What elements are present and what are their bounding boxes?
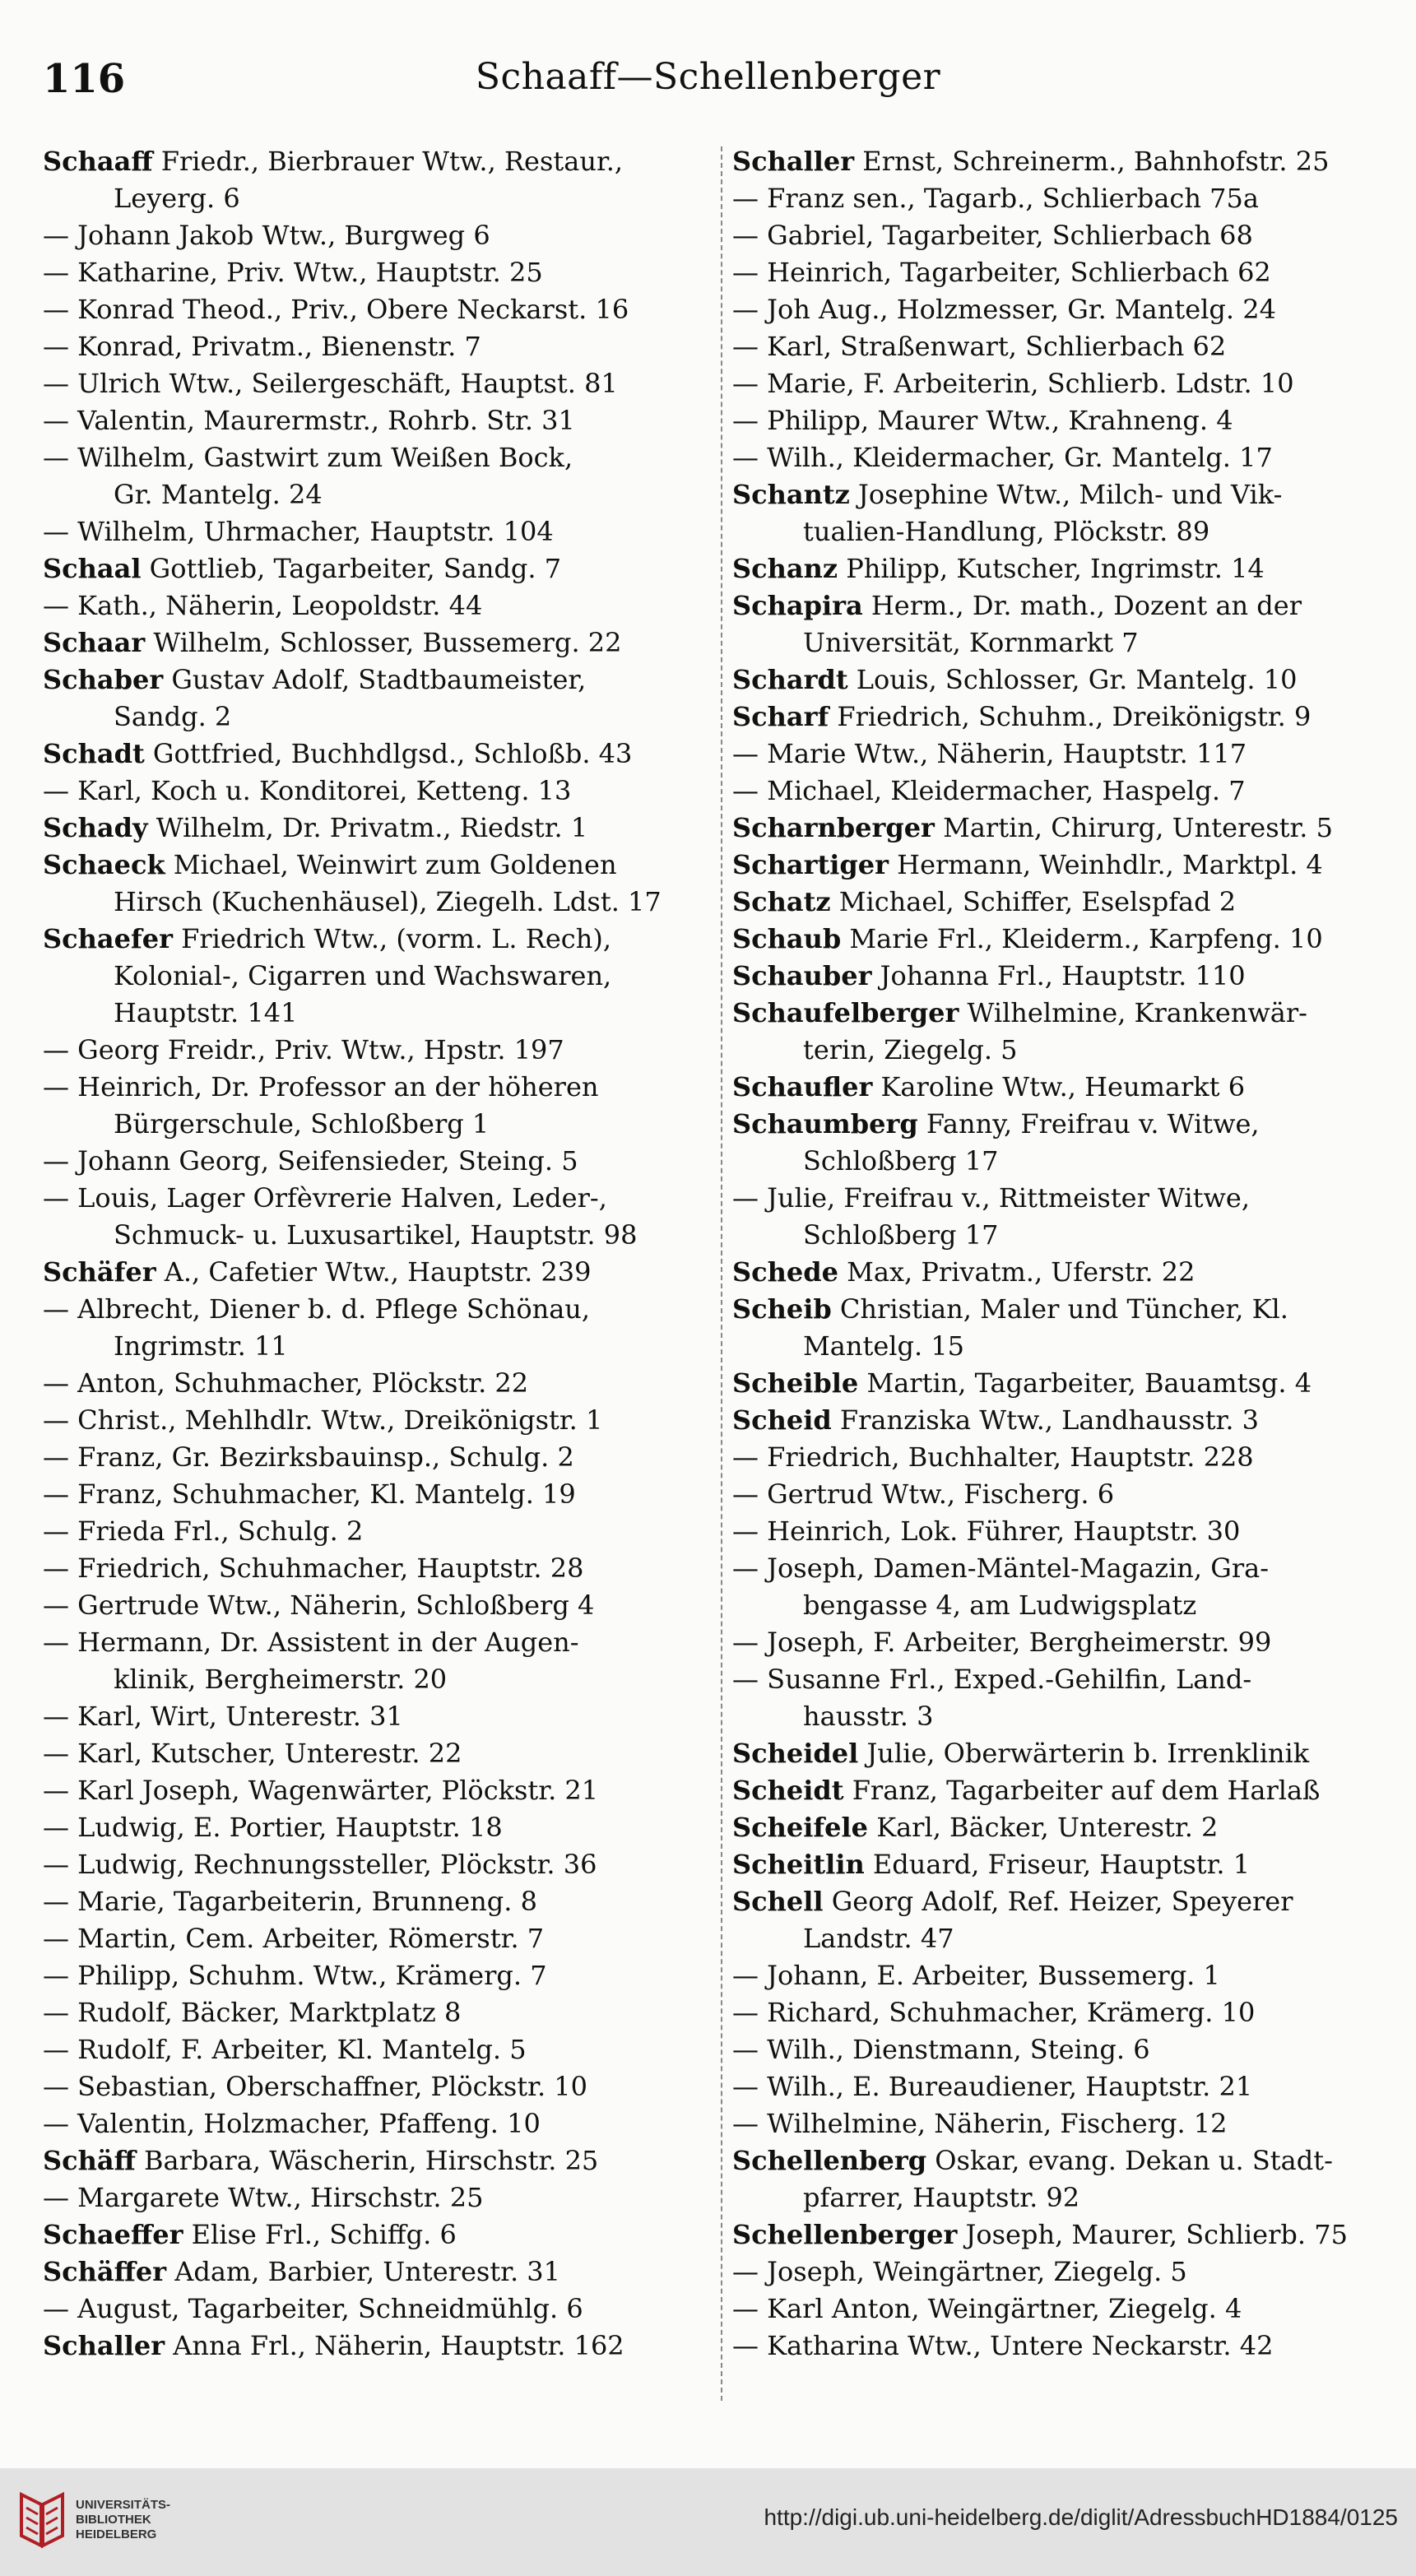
entry-text: Friedrich, Schuhm., Dreikönigstr. 9 (829, 701, 1312, 732)
entry-text: — Susanne Frl., Exped.-Gehilfin, Land- (732, 1664, 1252, 1695)
entry-text: — Philipp, Schuhm. Wtw., Krämerg. 7 (43, 1960, 547, 1991)
entry-text: Eduard, Friseur, Hauptstr. 1 (864, 1849, 1251, 1880)
directory-line (43, 1550, 711, 1587)
directory-line (732, 217, 1400, 254)
entry-text: Landstr. 47 (803, 1923, 954, 1954)
entry-text: — Valentin, Holzmacher, Pfaffeng. 10 (43, 2108, 541, 2139)
entry-text: — Wilhelm, Uhrmacher, Hauptstr. 104 (43, 516, 554, 547)
entry-text: Fanny, Freifrau v. Witwe, (917, 1108, 1260, 1139)
directory-line (43, 2031, 711, 2068)
directory-line (732, 402, 1400, 439)
entry-text: — Valentin, Maurermstr., Rohrb. Str. 31 (43, 405, 575, 436)
entry-text: Herm., Dr. math., Dozent an der (862, 590, 1302, 621)
directory-line (732, 1069, 1400, 1106)
entry-text: Martin, Tagarbeiter, Bauamtsg. 4 (858, 1367, 1312, 1399)
directory-line (732, 1883, 1400, 1920)
entry-text: Schloßberg 17 (803, 1145, 999, 1177)
entry-text: — Martin, Cem. Arbeiter, Römerstr. 7 (43, 1923, 545, 1954)
directory-line (43, 1698, 711, 1735)
directory-line (732, 365, 1400, 402)
directory-line (732, 1624, 1400, 1661)
entry-text: — Heinrich, Tagarbeiter, Schlierbach 62 (732, 257, 1271, 288)
directory-line (43, 1809, 711, 1846)
entry-text: — Philipp, Maurer Wtw., Krahneng. 4 (732, 405, 1233, 436)
directory-line (43, 773, 711, 810)
surname: Schauber (732, 960, 872, 991)
entry-text: — Marie, F. Arbeiterin, Schlierb. Ldstr. 10 (732, 368, 1294, 399)
directory-line (732, 1180, 1400, 1217)
directory-line (732, 2105, 1400, 2142)
entry-text: — Joseph, Damen-Mäntel-Magazin, Gra- (732, 1553, 1269, 1584)
directory-line (732, 180, 1400, 217)
entry-text: Leyerg. 6 (114, 183, 240, 214)
logo-line: UNIVERSITÄTS- (76, 2498, 171, 2512)
entry-text: — Wilh., E. Bureaudiener, Hauptstr. 21 (732, 2071, 1253, 2102)
directory-line (43, 1402, 711, 1439)
directory-line (732, 2328, 1400, 2365)
directory-line (732, 1143, 1400, 1180)
page-header (0, 39, 1416, 114)
right-column (732, 143, 1400, 2414)
entry-text: — August, Tagarbeiter, Schneidmühlg. 6 (43, 2293, 583, 2324)
entry-text: Hirsch (Kuchenhäusel), Ziegelh. Ldst. 17 (114, 886, 662, 917)
directory-line (732, 1661, 1400, 1698)
directory-line (732, 624, 1400, 661)
entry-text: hausstr. 3 (803, 1701, 934, 1732)
surname: Schaar (43, 627, 146, 658)
entry-text: Hermann, Weinhdlr., Marktpl. 4 (888, 849, 1323, 880)
surname: Schardt (732, 664, 848, 695)
directory-line (43, 736, 711, 773)
directory-line (43, 1624, 711, 1661)
directory-line (43, 2068, 711, 2105)
directory-line (43, 699, 711, 736)
directory-line (43, 143, 711, 180)
directory-line (732, 921, 1400, 958)
directory-line (43, 995, 711, 1032)
surname: Schaal (43, 553, 142, 584)
entry-text: Julie, Oberwärterin b. Irrenklinik (858, 1738, 1310, 1769)
directory-line (43, 1587, 711, 1624)
directory-line (43, 884, 711, 921)
entry-text: Gottfried, Buchhdlgsd., Schloßb. 43 (144, 738, 633, 769)
directory-line (732, 439, 1400, 476)
directory-line (732, 2253, 1400, 2291)
entry-text: Adam, Barbier, Unterestr. 31 (166, 2256, 561, 2287)
entry-text: bengasse 4, am Ludwigsplatz (803, 1590, 1197, 1621)
directory-line (732, 2068, 1400, 2105)
entry-text: — Richard, Schuhmacher, Krämerg. 10 (732, 1997, 1256, 2028)
surname: Schaller (43, 2330, 165, 2361)
entry-text: A., Cafetier Wtw., Hauptstr. 239 (156, 1256, 592, 1288)
directory-line (732, 1513, 1400, 1550)
entry-text: Kolonial-, Cigarren und Wachswaren, (114, 960, 612, 991)
directory-line (732, 2216, 1400, 2253)
entry-text: Schloßberg 17 (803, 1219, 999, 1251)
entry-text: Gustav Adolf, Stadtbaumeister, (163, 664, 587, 695)
entry-text: Karoline Wtw., Heumarkt 6 (872, 1071, 1246, 1102)
entry-text: — Karl Joseph, Wagenwärter, Plöckstr. 21 (43, 1775, 599, 1806)
directory-line (43, 1143, 711, 1180)
left-column (43, 143, 711, 2414)
directory-line (43, 550, 711, 587)
directory-line (43, 2328, 711, 2365)
page-number: 116 (43, 56, 126, 102)
entry-text: — Ludwig, E. Portier, Hauptstr. 18 (43, 1812, 503, 1843)
entry-text: Georg Adolf, Ref. Heizer, Speyerer (823, 1886, 1293, 1917)
logo-line: BIBLIOTHEK (76, 2513, 151, 2527)
directory-line (732, 2142, 1400, 2179)
directory-line (732, 1254, 1400, 1291)
surname: Schäffer (43, 2256, 167, 2287)
surname: Schady (43, 812, 148, 843)
surname: Schede (732, 1256, 838, 1288)
entry-text: — Michael, Kleidermacher, Haspelg. 7 (732, 775, 1246, 806)
entry-text: — Kath., Näherin, Leopoldstr. 44 (43, 590, 483, 621)
surname: Schaufler (732, 1071, 873, 1102)
directory-line (43, 847, 711, 884)
university-library-logo-icon (16, 2490, 67, 2550)
entry-text: — Karl, Straßenwart, Schlierbach 62 (732, 331, 1227, 362)
entry-text: Gottlieb, Tagarbeiter, Sandg. 7 (141, 553, 562, 584)
directory-line (43, 1032, 711, 1069)
entry-text: — Margarete Wtw., Hirschstr. 25 (43, 2182, 484, 2213)
entry-text: — Wilhelm, Gastwirt zum Weißen Bock, (43, 442, 573, 473)
entry-text: — Karl, Koch u. Konditorei, Ketteng. 13 (43, 775, 572, 806)
directory-line (732, 1772, 1400, 1809)
surname: Schellenberg (732, 2145, 927, 2176)
entry-text: — Heinrich, Lok. Führer, Hauptstr. 30 (732, 1515, 1241, 1547)
entry-text: — Marie Wtw., Näherin, Hauptstr. 117 (732, 738, 1247, 769)
directory-line (732, 1994, 1400, 2031)
entry-text: — Gabriel, Tagarbeiter, Schlierbach 68 (732, 220, 1253, 251)
surname: Schartiger (732, 849, 889, 880)
entry-text: — Joseph, Weingärtner, Ziegelg. 5 (732, 2256, 1187, 2287)
entry-text: — Anton, Schuhmacher, Plöckstr. 22 (43, 1367, 529, 1399)
entry-text: Philipp, Kutscher, Ingrimstr. 14 (838, 553, 1265, 584)
directory-line (43, 1772, 711, 1809)
entry-text: — Katharina Wtw., Untere Neckarstr. 42 (732, 2330, 1274, 2361)
entry-text: — Franz sen., Tagarb., Schlierbach 75a (732, 183, 1259, 214)
surname: Scheid (732, 1404, 832, 1436)
entry-text: Friedr., Bierbrauer Wtw., Restaur., (152, 146, 624, 177)
surname: Schaefer (43, 923, 173, 954)
entry-text: Karl, Bäcker, Unterestr. 2 (868, 1812, 1219, 1843)
surname: Schellenberger (732, 2219, 958, 2250)
surname: Schantz (732, 479, 850, 510)
entry-text: Barbara, Wäscherin, Hirschstr. 25 (135, 2145, 599, 2176)
directory-line (732, 254, 1400, 291)
directory-line (43, 1106, 711, 1143)
directory-line (43, 1846, 711, 1883)
entry-text: Schmuck- u. Luxusartikel, Hauptstr. 98 (114, 1219, 638, 1251)
surname: Scheidel (732, 1738, 859, 1769)
entry-text: Joseph, Maurer, Schlierb. 75 (957, 2219, 1348, 2250)
entry-text: — Konrad, Privatm., Bienenstr. 7 (43, 331, 481, 362)
entry-text: — Johann Jakob Wtw., Burgweg 6 (43, 220, 490, 251)
entry-text: — Sebastian, Oberschaffner, Plöckstr. 10 (43, 2071, 587, 2102)
directory-line (43, 402, 711, 439)
directory-line (43, 1994, 711, 2031)
entry-text: Max, Privatm., Uferstr. 22 (838, 1256, 1195, 1288)
directory-line (43, 1439, 711, 1476)
directory-line (43, 1217, 711, 1254)
directory-line (43, 958, 711, 995)
entry-text: — Marie, Tagarbeiterin, Brunneng. 8 (43, 1886, 537, 1917)
entry-text: — Johann Georg, Seifensieder, Steing. 5 (43, 1145, 578, 1177)
surname: Schäfer (43, 1256, 156, 1288)
surname: Scharf (732, 701, 829, 732)
entry-text: — Georg Freidr., Priv. Wtw., Hpstr. 197 (43, 1034, 564, 1065)
directory-line (43, 587, 711, 624)
directory-line (732, 1846, 1400, 1883)
entry-text: — Joh Aug., Holzmesser, Gr. Mantelg. 24 (732, 294, 1276, 325)
directory-line (732, 661, 1400, 699)
entry-text: Louis, Schlosser, Gr. Mantelg. 10 (847, 664, 1298, 695)
directory-line (732, 328, 1400, 365)
directory-line (732, 1365, 1400, 1402)
entry-text: tualien-Handlung, Plöckstr. 89 (803, 516, 1210, 547)
entry-text: Michael, Weinwirt zum Goldenen (165, 849, 617, 880)
directory-line (732, 143, 1400, 180)
surname: Schatz (732, 886, 831, 917)
directory-line (732, 1587, 1400, 1624)
entry-text: — Louis, Lager Orfèvrerie Halven, Leder-, (43, 1182, 607, 1214)
surname: Schaeffer (43, 2219, 183, 2250)
entry-text: — Friedrich, Schuhmacher, Hauptstr. 28 (43, 1553, 584, 1584)
directory-line (732, 1550, 1400, 1587)
entry-text: Ingrimstr. 11 (114, 1330, 288, 1362)
directory-line (43, 1254, 711, 1291)
entry-text: — Katharine, Priv. Wtw., Hauptstr. 25 (43, 257, 543, 288)
directory-line (732, 1439, 1400, 1476)
surname: Schadt (43, 738, 145, 769)
directory-line (732, 1328, 1400, 1365)
entry-text: Wilhelm, Dr. Privatm., Riedstr. 1 (147, 812, 588, 843)
directory-line (43, 254, 711, 291)
directory-line (732, 1698, 1400, 1735)
entry-text: — Karl Anton, Weingärtner, Ziegelg. 4 (732, 2293, 1242, 2324)
entry-text: — Karl, Wirt, Unterestr. 31 (43, 1701, 403, 1732)
entry-text: — Wilh., Kleidermacher, Gr. Mantelg. 17 (732, 442, 1273, 473)
running-title: Schaaff—Schellenberger (475, 56, 941, 98)
entry-text: Josephine Wtw., Milch- und Vik- (849, 479, 1283, 510)
logo-line: HEIDELBERG (76, 2527, 157, 2541)
logo-text (76, 2498, 170, 2542)
entry-text: — Gertrud Wtw., Fischerg. 6 (732, 1478, 1115, 1510)
entry-text: Friedrich Wtw., (vorm. L. Rech), (172, 923, 611, 954)
directory-line (732, 2031, 1400, 2068)
directory-line (732, 1735, 1400, 1772)
directory-line (43, 1069, 711, 1106)
entry-text: Michael, Schiffer, Eselspfad 2 (830, 886, 1237, 917)
directory-line (43, 476, 711, 513)
surname: Schapira (732, 590, 863, 621)
entry-text: Franz, Tagarbeiter auf dem Harlaß (843, 1775, 1321, 1806)
directory-line (43, 921, 711, 958)
entry-text: — Heinrich, Dr. Professor an der höheren (43, 1071, 599, 1102)
entry-text: Sandg. 2 (114, 701, 232, 732)
entry-text: Martin, Chirurg, Unterestr. 5 (934, 812, 1333, 843)
entry-text: — Rudolf, Bäcker, Marktplatz 8 (43, 1997, 462, 2028)
surname: Scharnberger (732, 812, 935, 843)
directory-line (732, 476, 1400, 513)
entry-text: Anna Frl., Näherin, Hauptstr. 162 (165, 2330, 624, 2361)
entry-text: — Frieda Frl., Schulg. 2 (43, 1515, 364, 1547)
directory-line (732, 513, 1400, 550)
directory-line (43, 1328, 711, 1365)
directory-line (732, 1957, 1400, 1994)
entry-text: Hauptstr. 141 (114, 997, 298, 1028)
surname: Scheifele (732, 1812, 869, 1843)
entry-text: Elise Frl., Schiffg. 6 (183, 2219, 457, 2250)
directory-line (43, 180, 711, 217)
directory-line (43, 291, 711, 328)
entry-text: Oskar, evang. Dekan u. Stadt- (926, 2145, 1333, 2176)
directory-line (732, 1032, 1400, 1069)
directory-line (43, 624, 711, 661)
directory-line (43, 2253, 711, 2291)
column-divider (721, 146, 722, 2401)
directory-line (732, 550, 1400, 587)
directory-line (43, 2291, 711, 2328)
surname: Schaufelberger (732, 997, 959, 1028)
surname: Schell (732, 1886, 824, 1917)
entry-text: — Joseph, F. Arbeiter, Bergheimerstr. 99 (732, 1627, 1272, 1658)
entry-text: Johanna Frl., Hauptstr. 110 (871, 960, 1246, 991)
surname: Schanz (732, 553, 838, 584)
directory-line (43, 328, 711, 365)
directory-line (43, 513, 711, 550)
entry-text: — Ludwig, Rechnungssteller, Plöckstr. 36 (43, 1849, 597, 1880)
entry-text: Mantelg. 15 (803, 1330, 965, 1362)
directory-line (732, 958, 1400, 995)
directory-line (43, 2216, 711, 2253)
directory-line (732, 1809, 1400, 1846)
surname: Scheidt (732, 1775, 844, 1806)
directory-line (43, 439, 711, 476)
entry-text: — Wilh., Dienstmann, Steing. 6 (732, 2034, 1150, 2065)
entry-text: Marie Frl., Kleiderm., Karpfeng. 10 (841, 923, 1323, 954)
entry-text: — Hermann, Dr. Assistent in der Augen- (43, 1627, 579, 1658)
directory-line (732, 736, 1400, 773)
directory-line (43, 2105, 711, 2142)
entry-text: klinik, Bergheimerstr. 20 (114, 1664, 448, 1695)
directory-line (43, 1920, 711, 1957)
entry-text: Gr. Mantelg. 24 (114, 479, 323, 510)
source-url-link[interactable]: http://digi.ub.uni-heidelberg.de/diglit/AdressbuchHD1884/0125 (764, 2504, 1398, 2530)
entry-text: — Albrecht, Diener b. d. Pflege Schönau, (43, 1293, 591, 1325)
entry-text: — Ulrich Wtw., Seilergeschäft, Hauptst. 81 (43, 368, 618, 399)
footer-bar (0, 2468, 1416, 2576)
directory-line (43, 1180, 711, 1217)
entry-text: Franziska Wtw., Landhausstr. 3 (831, 1404, 1260, 1436)
directory-line (43, 810, 711, 847)
directory-line (732, 773, 1400, 810)
entry-text: Bürgerschule, Schloßberg 1 (114, 1108, 490, 1139)
directory-line (43, 1661, 711, 1698)
entry-text: — Julie, Freifrau v., Rittmeister Witwe, (732, 1182, 1250, 1214)
entry-text: — Wilhelmine, Näherin, Fischerg. 12 (732, 2108, 1228, 2139)
directory-line (732, 2179, 1400, 2216)
directory-line (732, 810, 1400, 847)
surname: Scheitlin (732, 1849, 865, 1880)
directory-line (732, 847, 1400, 884)
surname: Schaaff (43, 146, 153, 177)
directory-line (43, 217, 711, 254)
surname: Schaub (732, 923, 842, 954)
surname: Scheib (732, 1293, 832, 1325)
entry-text: — Johann, E. Arbeiter, Bussemerg. 1 (732, 1960, 1220, 1991)
entry-text: Christian, Maler und Tüncher, Kl. (831, 1293, 1288, 1325)
directory-line (43, 1513, 711, 1550)
directory-line (43, 1291, 711, 1328)
entry-text: Ernst, Schreinerm., Bahnhofstr. 25 (854, 146, 1330, 177)
directory-line (732, 291, 1400, 328)
directory-line (732, 1106, 1400, 1143)
entry-text: — Franz, Gr. Bezirksbauinsp., Schulg. 2 (43, 1441, 574, 1473)
surname: Schäff (43, 2145, 136, 2176)
surname: Scheible (732, 1367, 859, 1399)
entry-text: — Christ., Mehlhdlr. Wtw., Dreikönigstr. 1 (43, 1404, 603, 1436)
surname: Schaller (732, 146, 855, 177)
directory-line (732, 1476, 1400, 1513)
entry-text: — Rudolf, F. Arbeiter, Kl. Mantelg. 5 (43, 2034, 527, 2065)
entry-text: Universität, Kornmarkt 7 (803, 627, 1139, 658)
directory-line (43, 2179, 711, 2216)
directory-line (43, 1476, 711, 1513)
entry-text: — Gertrude Wtw., Näherin, Schloßberg 4 (43, 1590, 595, 1621)
directory-line (732, 884, 1400, 921)
directory-line (732, 1402, 1400, 1439)
directory-line (732, 699, 1400, 736)
entry-text: Wilhelm, Schlosser, Bussemerg. 22 (145, 627, 622, 658)
entry-text: — Karl, Kutscher, Unterestr. 22 (43, 1738, 462, 1769)
directory-line (732, 587, 1400, 624)
directory-line (732, 995, 1400, 1032)
directory-line (43, 1957, 711, 1994)
entry-text: — Friedrich, Buchhalter, Hauptstr. 228 (732, 1441, 1254, 1473)
directory-line (43, 1883, 711, 1920)
directory-line (43, 661, 711, 699)
directory-line (43, 365, 711, 402)
surname: Schaber (43, 664, 164, 695)
directory-line (732, 1920, 1400, 1957)
surname: Schaumberg (732, 1108, 918, 1139)
entry-text: terin, Ziegelg. 5 (803, 1034, 1018, 1065)
directory-line (732, 2291, 1400, 2328)
directory-line (732, 1291, 1400, 1328)
directory-line (43, 1365, 711, 1402)
entry-text: — Franz, Schuhmacher, Kl. Mantelg. 19 (43, 1478, 576, 1510)
entry-text: Wilhelmine, Krankenwär- (959, 997, 1307, 1028)
surname: Schaeck (43, 849, 165, 880)
entry-text: — Konrad Theod., Priv., Obere Neckarst. 16 (43, 294, 629, 325)
directory-line (43, 1735, 711, 1772)
directory-line (732, 1217, 1400, 1254)
entry-text: pfarrer, Hauptstr. 92 (803, 2182, 1080, 2213)
directory-line (43, 2142, 711, 2179)
